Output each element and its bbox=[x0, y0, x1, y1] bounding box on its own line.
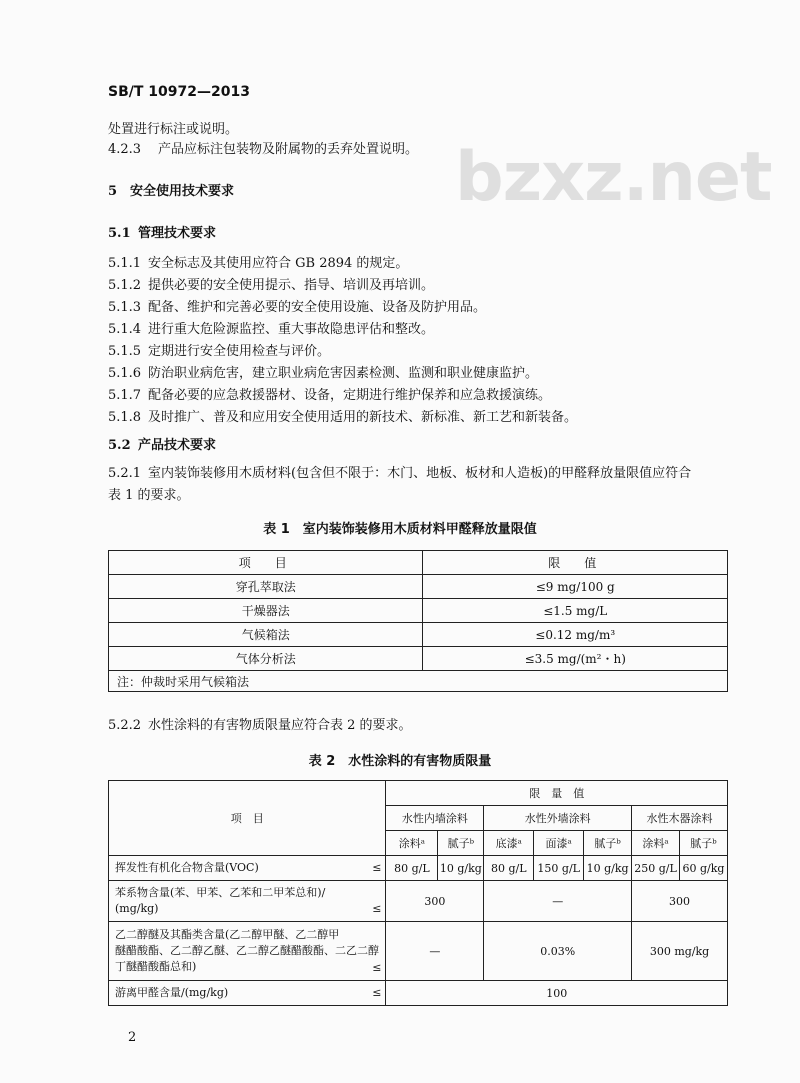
clause-5-2-1 bbox=[108, 466, 691, 482]
leq-symbol: ≤ bbox=[372, 902, 382, 915]
row-label-text: (mg/kg) bbox=[115, 902, 159, 915]
value-cell: 150 g/L bbox=[534, 856, 584, 881]
value-cell: 300 bbox=[386, 881, 484, 922]
clause-number: 5.1.3 bbox=[108, 300, 142, 315]
header-limit: 限 值 bbox=[423, 551, 728, 575]
clause-5-2-1-continued: 表 1 的要求。 bbox=[108, 488, 190, 503]
table-row-voc bbox=[109, 856, 728, 881]
list-item bbox=[108, 278, 434, 294]
header-item: 项 目 bbox=[109, 781, 386, 856]
table1-caption: 表 1 室内装饰装修用木质材料甲醛释放量限值 bbox=[263, 522, 537, 537]
clause-number: 5.1.8 bbox=[108, 410, 142, 425]
clause-4-2-3 bbox=[108, 142, 418, 158]
table-row bbox=[109, 647, 728, 671]
value-cell: 80 g/L bbox=[484, 856, 534, 881]
group-interior: 水性内墙涂料 bbox=[386, 806, 484, 831]
row-label-text: 游离甲醛含量/(mg/kg) bbox=[115, 986, 229, 999]
value-cell: 10 g/kg bbox=[438, 856, 484, 881]
list-item bbox=[108, 300, 486, 316]
clause-text: 防治职业病危害，建立职业病危害因素检测、监测和职业健康监护。 bbox=[148, 366, 539, 381]
method-cell: 气体分析法 bbox=[109, 647, 423, 671]
table-note-row bbox=[109, 671, 728, 692]
limit-cell: ≤3.5 mg/(m²・h) bbox=[423, 647, 728, 671]
table-note: 注：仲裁时采用气候箱法 bbox=[109, 671, 728, 692]
group-exterior: 水性外墙涂料 bbox=[484, 806, 632, 831]
section-title: 管理技术要求 bbox=[138, 226, 217, 241]
section-title: 产品技术要求 bbox=[138, 438, 217, 453]
clause-number: 5.1.1 bbox=[108, 256, 142, 271]
clause-text: 进行重大危险源监控、重大事故隐患评估和整改。 bbox=[148, 322, 435, 337]
row-label bbox=[109, 856, 386, 881]
section-title: 安全使用技术要求 bbox=[130, 184, 235, 199]
clause-text: 安全标志及其使用应符合 GB 2894 的规定。 bbox=[148, 256, 409, 271]
clause-text: 提供必要的安全使用提示、指导、培训及再培训。 bbox=[148, 278, 435, 293]
section-number: 5.1 bbox=[108, 226, 131, 241]
limit-cell: ≤1.5 mg/L bbox=[423, 599, 728, 623]
table2-caption: 表 2 水性涂料的有害物质限量 bbox=[308, 754, 492, 769]
limit-cell: ≤0.12 mg/m³ bbox=[423, 623, 728, 647]
section-5-2-heading bbox=[108, 438, 216, 454]
section-5-1-heading bbox=[108, 226, 216, 242]
row-label bbox=[109, 922, 386, 981]
table-header-row bbox=[109, 551, 728, 575]
value-cell: 300 mg/kg bbox=[632, 922, 728, 981]
value-cell: 250 g/L bbox=[632, 856, 680, 881]
table-row bbox=[109, 575, 728, 599]
clause-text: 产品应标注包装物及附属物的丢弃处置说明。 bbox=[158, 142, 419, 157]
value-cell: 10 g/kg bbox=[584, 856, 632, 881]
row-label-text: 苯系物含量(苯、甲苯、乙苯和二甲苯总和)/ bbox=[115, 886, 326, 899]
value-cell: 0.03% bbox=[484, 922, 632, 981]
method-cell: 干燥器法 bbox=[109, 599, 423, 623]
clause-number: 5.2.2 bbox=[108, 718, 142, 733]
table-row-formaldehyde bbox=[109, 981, 728, 1006]
clause-number: 5.1.5 bbox=[108, 344, 142, 359]
method-cell: 气候箱法 bbox=[109, 623, 423, 647]
document-code: SB/T 10972—2013 bbox=[108, 84, 250, 100]
list-item bbox=[108, 410, 577, 426]
sub-header: 涂料ᵃ bbox=[386, 831, 438, 856]
row-label-text: 醚醋酸酯、乙二醇乙醚、乙二醇乙醚醋酸酯、二乙二醇 bbox=[115, 944, 379, 957]
clause-text: 及时推广、普及和应用安全使用适用的新技术、新标准、新工艺和新装备。 bbox=[148, 410, 578, 425]
sub-header: 面漆ᵃ bbox=[534, 831, 584, 856]
header-limit-values: 限 量 值 bbox=[386, 781, 728, 806]
value-cell: 80 g/L bbox=[386, 856, 438, 881]
row-label-text: 丁醚醋酸酯总和) bbox=[115, 960, 197, 973]
limit-cell: ≤9 mg/100 g bbox=[423, 575, 728, 599]
clause-number: 5.1.2 bbox=[108, 278, 142, 293]
list-item bbox=[108, 388, 551, 404]
section-number: 5.2 bbox=[108, 438, 131, 453]
clause-text: 配备、维护和完善必要的安全使用设施、设备及防护用品。 bbox=[148, 300, 487, 315]
section-number: 5 bbox=[108, 184, 118, 199]
clause-text: 水性涂料的有害物质限量应符合表 2 的要求。 bbox=[148, 718, 412, 733]
table-row bbox=[109, 623, 728, 647]
watermark: bzxz.net bbox=[455, 138, 772, 217]
value-cell: 300 bbox=[632, 881, 728, 922]
row-label bbox=[109, 881, 386, 922]
value-cell: 100 bbox=[386, 981, 728, 1006]
leq-symbol: ≤ bbox=[372, 986, 382, 999]
clause-number: 5.2.1 bbox=[108, 466, 142, 481]
clause-5-2-2 bbox=[108, 718, 412, 734]
clause-number: 5.1.7 bbox=[108, 388, 142, 403]
list-item bbox=[108, 256, 408, 272]
table-row bbox=[109, 599, 728, 623]
list-item bbox=[108, 344, 330, 360]
row-label-text: 乙二醇醚及其酯类含量(乙二醇甲醚、乙二醇甲 bbox=[115, 928, 340, 941]
clause-text: 定期进行安全使用检查与评价。 bbox=[148, 344, 331, 359]
leq-symbol: ≤ bbox=[372, 861, 382, 874]
value-cell: — bbox=[484, 881, 632, 922]
sub-header: 底漆ᵃ bbox=[484, 831, 534, 856]
table-row-benzene bbox=[109, 881, 728, 922]
continuation-text: 处置进行标注或说明。 bbox=[108, 122, 239, 137]
header-item: 项 目 bbox=[109, 551, 423, 575]
sub-header: 腻子ᵇ bbox=[438, 831, 484, 856]
sub-header: 涂料ᵃ bbox=[632, 831, 680, 856]
value-cell: — bbox=[386, 922, 484, 981]
list-item bbox=[108, 322, 434, 338]
page-number: 2 bbox=[128, 1030, 137, 1045]
leq-symbol: ≤ bbox=[372, 961, 382, 974]
clause-number: 5.1.6 bbox=[108, 366, 142, 381]
sub-header: 腻子ᵇ bbox=[584, 831, 632, 856]
section-5-heading bbox=[108, 184, 234, 200]
value-cell: 60 g/kg bbox=[680, 856, 728, 881]
clause-number: 5.1.4 bbox=[108, 322, 142, 337]
method-cell: 穿孔萃取法 bbox=[109, 575, 423, 599]
table2-coating-limits bbox=[108, 780, 728, 1006]
row-label bbox=[109, 981, 386, 1006]
group-wood: 水性木器涂料 bbox=[632, 806, 728, 831]
clause-text: 室内装饰装修用木质材料(包含但不限于：木门、地板、板材和人造板)的甲醛释放量限值应符合 bbox=[148, 466, 692, 481]
row-label-text: 挥发性有机化合物含量(VOC) bbox=[115, 861, 259, 874]
clause-text: 配备必要的应急救援器材、设备，定期进行维护保养和应急救援演练。 bbox=[148, 388, 552, 403]
table1-formaldehyde-limits bbox=[108, 550, 728, 692]
sub-header: 腻子ᵇ bbox=[680, 831, 728, 856]
clause-number: 4.2.3 bbox=[108, 142, 142, 157]
table-row-glycol bbox=[109, 922, 728, 981]
list-item bbox=[108, 366, 538, 382]
table-header-row bbox=[109, 781, 728, 806]
